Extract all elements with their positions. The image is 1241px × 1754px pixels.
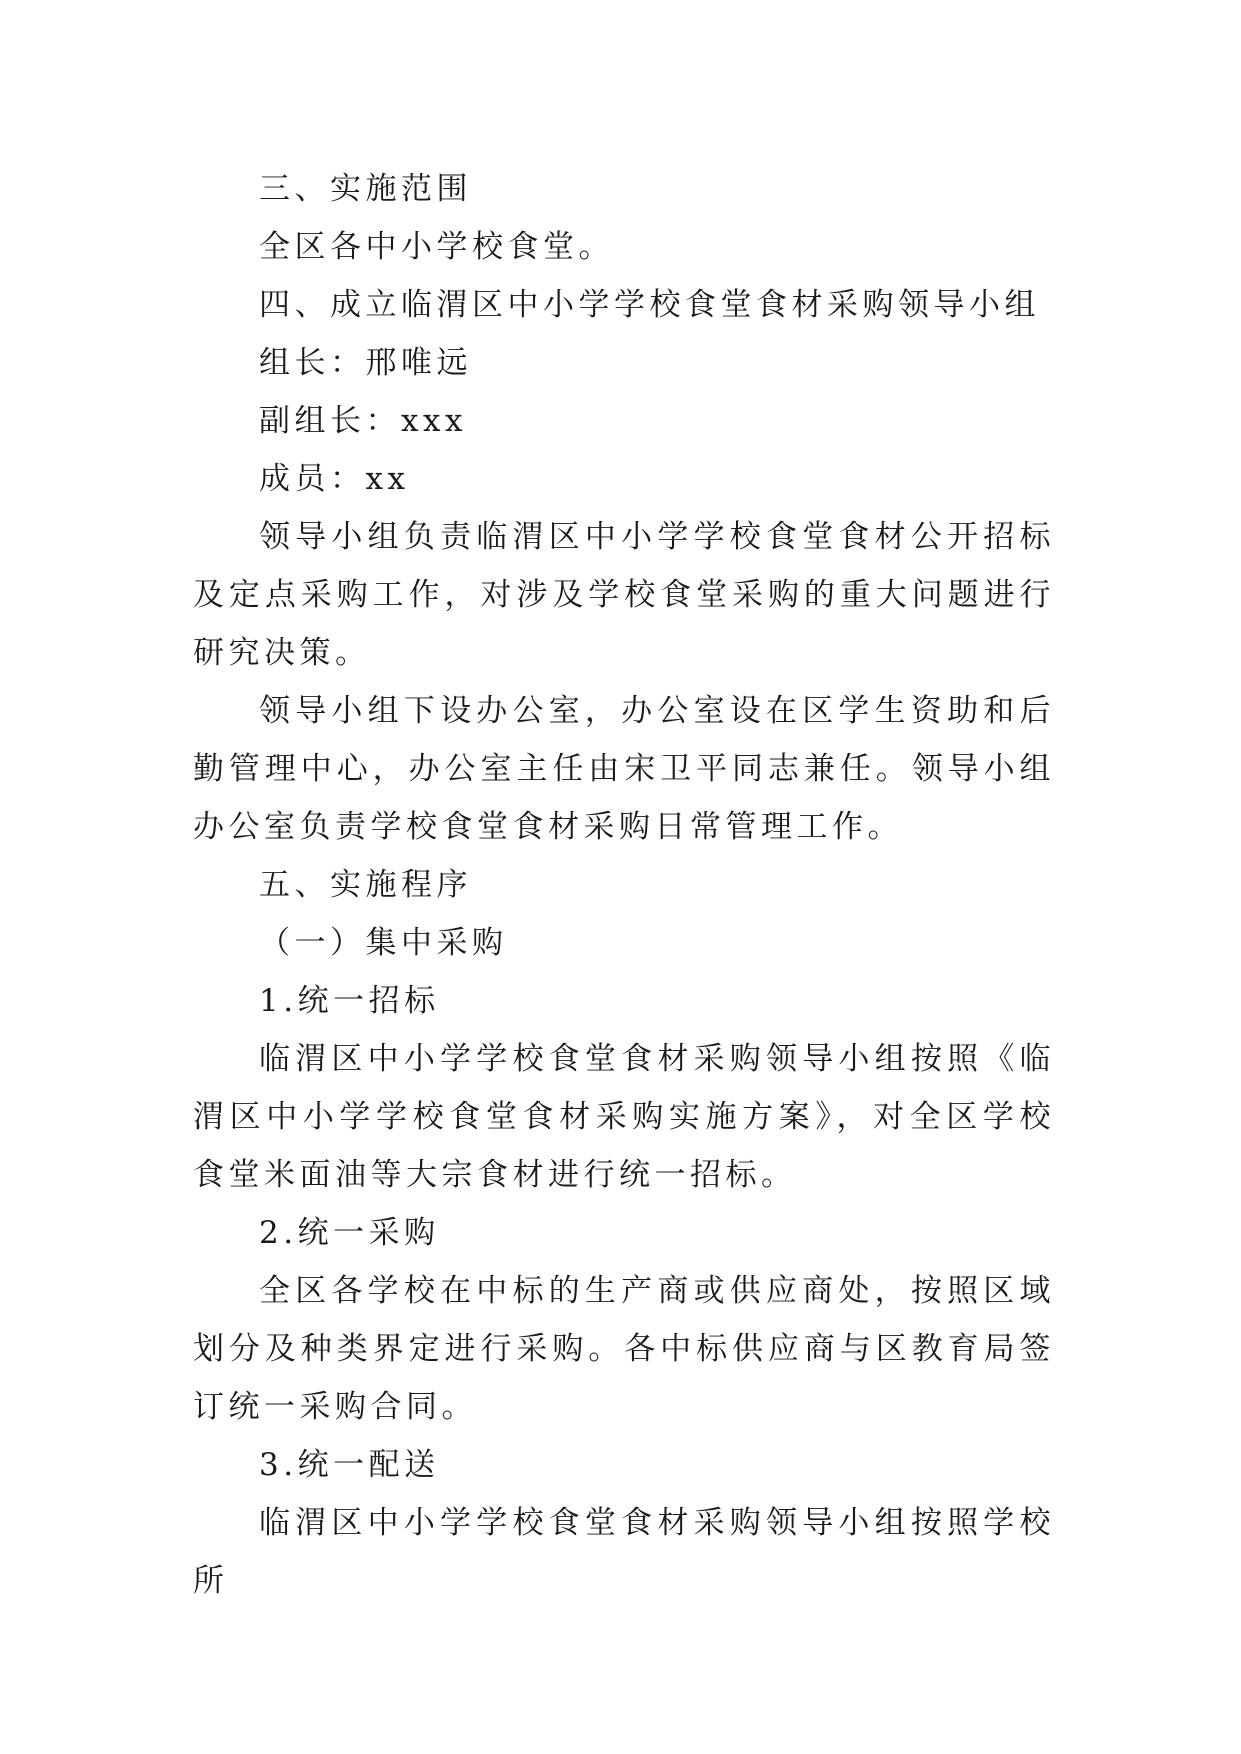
section-heading-procedure: 五、实施程序 <box>259 867 472 903</box>
section-heading-scope: 三、实施范围 <box>259 171 472 207</box>
section-heading-leadership-group: 四、成立临渭区中小学学校食堂食材采购领导小组 <box>259 287 1040 323</box>
paragraph-unified-purchasing: 全区各学校在中标的生产商或供应商处，按照区域划分及种类界定进行采购。各中标供应商与区教育局签订统一采购合同。 <box>193 1273 1055 1425</box>
paragraph-unified-bidding: 临渭区中小学学校食堂食材采购领导小组按照《临渭区中小学学校食堂食材采购实施方案》，对全区学校食堂米面油等大宗食材进行统一招标。 <box>193 1041 1055 1193</box>
item-heading-unified-delivery: 3.统一配送 <box>259 1447 440 1483</box>
document-body <box>193 160 1055 1610</box>
subsection-heading-centralized-purchase: （一）集中采购 <box>259 925 508 961</box>
group-leader-line: 组长：邢唯远 <box>259 345 472 381</box>
paragraph-scope: 全区各中小学校食堂。 <box>259 229 614 265</box>
paragraph-unified-delivery: 临渭区中小学学校食堂食材采购领导小组按照学校所 <box>193 1505 1055 1599</box>
members-line: 成员：xx <box>259 461 410 497</box>
paragraph-group-duties: 领导小组负责临渭区中小学学校食堂食材公开招标及定点采购工作，对涉及学校食堂采购的重大问题进行研究决策。 <box>193 519 1055 671</box>
paragraph-office: 领导小组下设办公室，办公室设在区学生资助和后勤管理中心，办公室主任由宋卫平同志兼任。领导小组办公室负责学校食堂食材采购日常管理工作。 <box>193 693 1055 845</box>
item-heading-unified-bidding: 1.统一招标 <box>259 983 440 1019</box>
deputy-leader-line: 副组长：xxx <box>259 403 467 439</box>
item-heading-unified-purchasing: 2.统一采购 <box>259 1215 440 1251</box>
